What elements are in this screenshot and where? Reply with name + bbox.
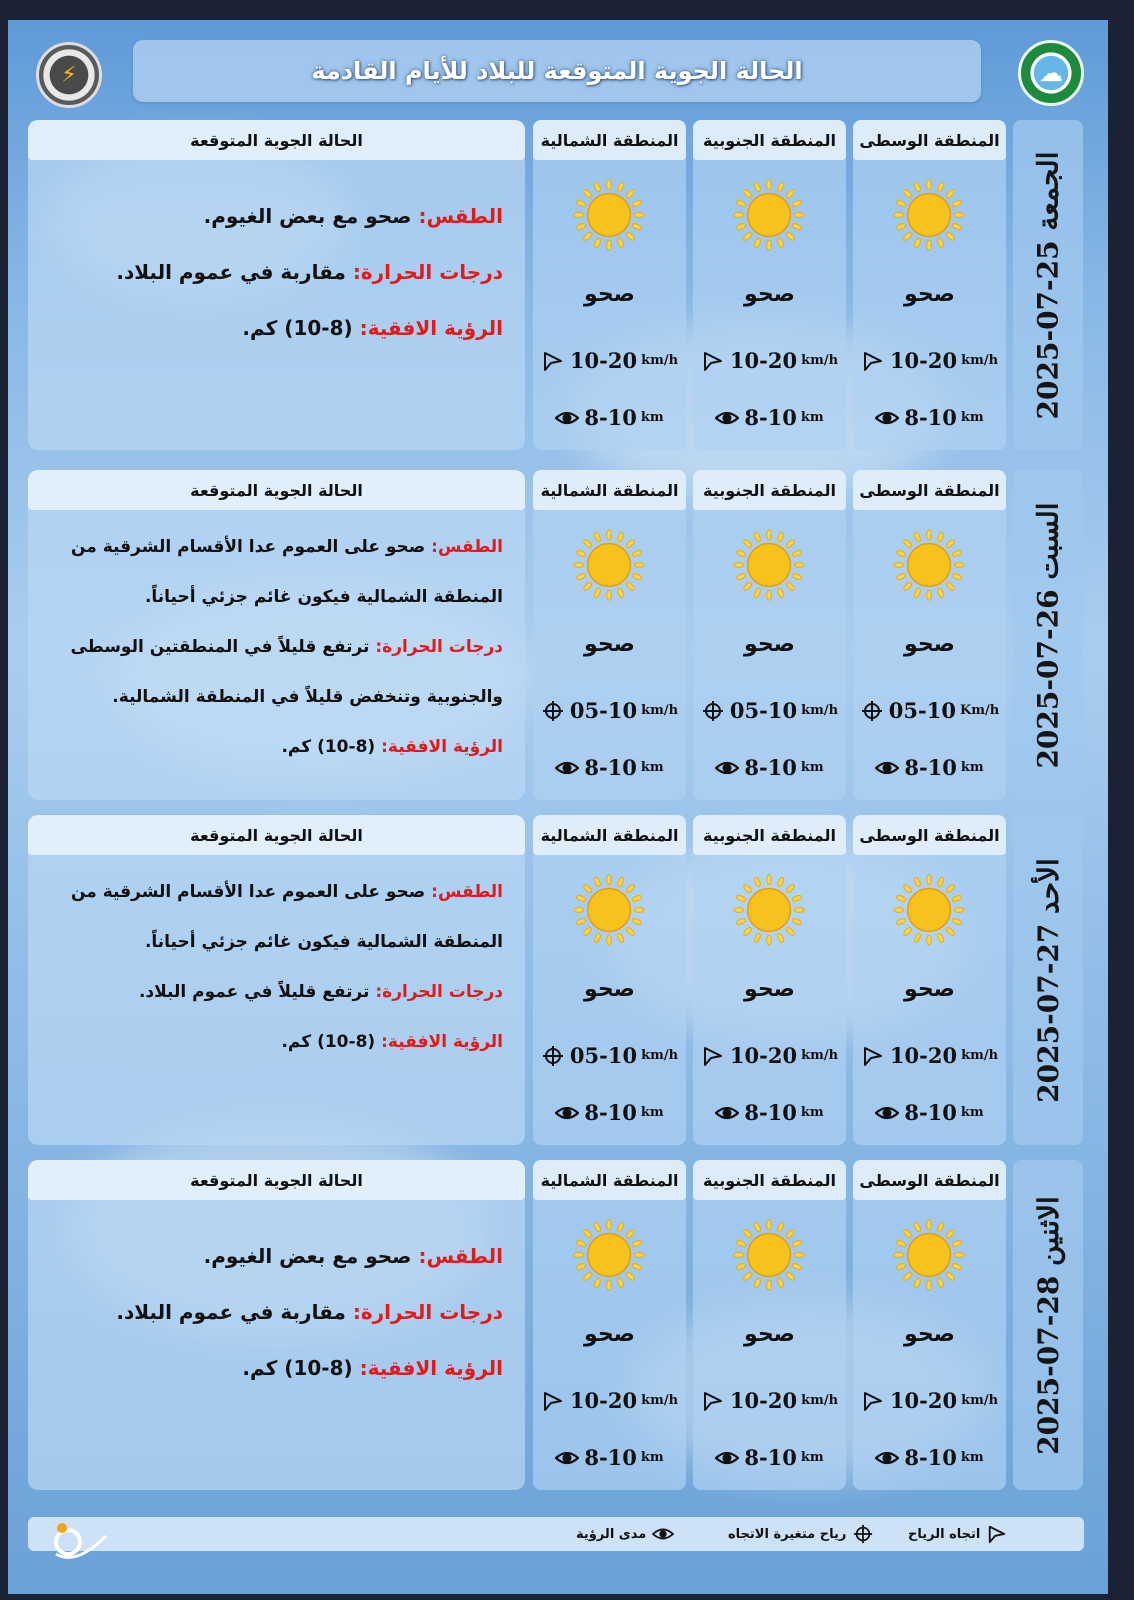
sunny-icon xyxy=(730,871,808,949)
wind-speed: 10-20 xyxy=(729,348,798,373)
wind-speed: 10-20 xyxy=(729,1388,798,1413)
meteorology-authority-logo xyxy=(1018,40,1084,106)
region-name: المنطقة الوسطى xyxy=(853,1160,1006,1200)
region-name: المنطقة الجنوبية xyxy=(693,815,846,855)
variable-wind-icon xyxy=(701,700,725,722)
region-card xyxy=(693,815,846,1145)
sunny-icon xyxy=(730,176,808,254)
eye-icon xyxy=(715,1102,739,1124)
weather-label: الطقس: xyxy=(431,882,503,902)
watermark-logo xyxy=(46,1514,116,1574)
visibility-unit: km xyxy=(640,410,664,425)
region-condition: صحو xyxy=(584,1322,635,1347)
visibility-line xyxy=(46,1340,503,1396)
forecast-title: الحالة الجوية المتوقعة xyxy=(28,120,525,160)
wind-direction-icon xyxy=(701,350,725,372)
wind-speed: 10-20 xyxy=(889,348,958,373)
region-card xyxy=(853,470,1006,800)
temperature-line xyxy=(46,622,503,722)
sunny-icon xyxy=(890,526,968,604)
wind-speed: 05-10 xyxy=(569,698,638,723)
sunny-icon xyxy=(570,526,648,604)
visibility-range: 8-10 xyxy=(744,755,797,780)
region-wind xyxy=(533,348,686,373)
eye-icon xyxy=(555,407,579,429)
visibility-unit: km xyxy=(800,410,824,425)
eye-icon xyxy=(715,407,739,429)
visibility-label: الرؤية الافقية: xyxy=(381,1032,503,1052)
visibility-range: 8-10 xyxy=(744,1445,797,1470)
wind-speed: 10-20 xyxy=(569,1388,638,1413)
legend-visibility xyxy=(576,1517,674,1551)
visibility-text: (8-10) كم. xyxy=(242,1356,353,1380)
region-card xyxy=(853,1160,1006,1490)
eye-icon xyxy=(875,1447,899,1469)
region-card xyxy=(693,470,846,800)
eye-icon xyxy=(715,1447,739,1469)
weather-label: الطقس: xyxy=(431,537,503,557)
temperature-line xyxy=(46,967,503,1017)
sunny-icon xyxy=(890,176,968,254)
temperature-text: مقاربة في عموم البلاد. xyxy=(116,1300,346,1324)
region-visibility xyxy=(853,1445,1006,1470)
weather-text: صحو مع بعض الغيوم. xyxy=(203,204,412,228)
eye-icon xyxy=(555,757,579,779)
region-card xyxy=(853,815,1006,1145)
wind-unit: km/h xyxy=(961,353,999,368)
sunny-icon xyxy=(570,1216,648,1294)
sunny-icon xyxy=(730,526,808,604)
lightning-icon: ⚡ xyxy=(61,62,77,88)
region-visibility xyxy=(533,1445,686,1470)
region-name: المنطقة الشمالية xyxy=(533,815,686,855)
region-name: المنطقة الوسطى xyxy=(853,470,1006,510)
day-date-label xyxy=(1013,815,1083,1145)
region-card xyxy=(533,815,686,1145)
temperature-text: ترتفع قليلاً في المنطقتين الوسطى والجنوبية وتنخفض قليلاً في المنطقة الشمالية. xyxy=(70,637,503,707)
wind-unit: Km/h xyxy=(959,703,1000,718)
wind-unit: km/h xyxy=(961,1393,999,1408)
day-date-label xyxy=(1013,470,1083,800)
weather-line xyxy=(46,1228,503,1284)
eye-icon xyxy=(715,757,739,779)
wind-speed: 10-20 xyxy=(569,348,638,373)
variable-wind-icon xyxy=(541,1045,565,1067)
visibility-unit: km xyxy=(960,1105,984,1120)
wind-unit: km/h xyxy=(801,1393,839,1408)
region-visibility xyxy=(853,755,1006,780)
region-name: المنطقة الجنوبية xyxy=(693,1160,846,1200)
visibility-label: الرؤية الافقية: xyxy=(359,316,503,340)
visibility-range: 8-10 xyxy=(904,405,957,430)
temperature-text: مقاربة في عموم البلاد. xyxy=(116,260,346,284)
region-name: المنطقة الشمالية xyxy=(533,120,686,160)
visibility-label: الرؤية الافقية: xyxy=(381,737,503,757)
region-wind xyxy=(853,1043,1006,1068)
temperature-line xyxy=(46,244,503,300)
legend-variable-wind-label: رياح متغيرة الاتجاه xyxy=(728,1526,847,1542)
weather-label: الطقس: xyxy=(418,204,503,228)
region-visibility xyxy=(533,405,686,430)
region-wind xyxy=(533,1388,686,1413)
visibility-unit: km xyxy=(640,1105,664,1120)
wind-speed: 05-10 xyxy=(569,1043,638,1068)
day-date-text: الجمعة 25-07-2025 xyxy=(1031,151,1065,419)
legend xyxy=(28,1517,1084,1551)
region-condition: صحو xyxy=(744,282,795,307)
variable-wind-icon xyxy=(852,1524,874,1544)
wind-unit: km/h xyxy=(641,703,679,718)
region-card xyxy=(533,1160,686,1490)
visibility-unit: km xyxy=(960,1450,984,1465)
eye-icon xyxy=(875,757,899,779)
wind-speed: 10-20 xyxy=(889,1043,958,1068)
weather-forecast-logo xyxy=(36,42,102,108)
forecast-text xyxy=(46,188,503,356)
eye-icon xyxy=(555,1447,579,1469)
region-name: المنطقة الشمالية xyxy=(533,1160,686,1200)
weather-text: صحو على العموم عدا الأقسام الشرقية من المنطقة الشمالية فيكون غائم جزئي أحياناً. xyxy=(71,537,503,607)
region-name: المنطقة الوسطى xyxy=(853,815,1006,855)
sunny-icon xyxy=(890,871,968,949)
temperature-text: ترتفع قليلاً في عموم البلاد. xyxy=(138,982,370,1002)
forecast-title: الحالة الجوية المتوقعة xyxy=(28,1160,525,1200)
region-card xyxy=(693,1160,846,1490)
wind-speed: 10-20 xyxy=(729,1043,798,1068)
wind-speed: 05-10 xyxy=(888,698,956,723)
region-wind xyxy=(693,1388,846,1413)
wind-unit: km/h xyxy=(801,1048,839,1063)
region-name: المنطقة الوسطى xyxy=(853,120,1006,160)
forecast-text xyxy=(46,867,503,1067)
weather-line xyxy=(46,188,503,244)
region-condition: صحو xyxy=(584,282,635,307)
region-visibility xyxy=(693,1100,846,1125)
region-visibility xyxy=(853,405,1006,430)
region-condition: صحو xyxy=(744,977,795,1002)
region-condition: صحو xyxy=(584,977,635,1002)
visibility-unit: km xyxy=(960,410,984,425)
forecast-title: الحالة الجوية المتوقعة xyxy=(28,815,525,855)
variable-wind-icon xyxy=(541,700,565,722)
region-visibility xyxy=(533,1100,686,1125)
cloud-sun-icon: ☁ xyxy=(1039,59,1063,87)
variable-wind-icon xyxy=(860,700,884,722)
visibility-unit: km xyxy=(640,1450,664,1465)
visibility-range: 8-10 xyxy=(584,405,637,430)
wind-unit: km/h xyxy=(801,703,839,718)
region-condition: صحو xyxy=(744,1322,795,1347)
temperature-label: درجات الحرارة: xyxy=(352,260,503,284)
page-title-bar xyxy=(133,40,981,102)
wind-direction-icon xyxy=(541,1390,565,1412)
forecast-sheet xyxy=(8,20,1108,1594)
sunny-icon xyxy=(570,871,648,949)
wind-direction-icon xyxy=(861,1390,885,1412)
visibility-line xyxy=(46,300,503,356)
visibility-label: الرؤية الافقية: xyxy=(359,1356,503,1380)
temperature-label: درجات الحرارة: xyxy=(352,1300,503,1324)
region-card xyxy=(693,120,846,450)
wind-direction-icon xyxy=(986,1524,1008,1544)
eye-icon xyxy=(875,407,899,429)
region-name: المنطقة الجنوبية xyxy=(693,470,846,510)
visibility-range: 8-10 xyxy=(584,1100,637,1125)
region-visibility xyxy=(693,1445,846,1470)
legend-wind-direction-label: اتجاه الرياح xyxy=(908,1526,981,1542)
forecast-title: الحالة الجوية المتوقعة xyxy=(28,470,525,510)
wind-direction-icon xyxy=(701,1045,725,1067)
day-date-label xyxy=(1013,1160,1083,1490)
region-condition: صحو xyxy=(584,632,635,657)
sunny-icon xyxy=(570,176,648,254)
region-visibility xyxy=(693,405,846,430)
eye-icon xyxy=(652,1524,674,1544)
wind-direction-icon xyxy=(861,350,885,372)
region-visibility xyxy=(693,755,846,780)
region-condition: صحو xyxy=(904,977,955,1002)
region-wind xyxy=(693,348,846,373)
visibility-unit: km xyxy=(960,760,984,775)
legend-wind-direction xyxy=(908,1517,1008,1551)
region-name: المنطقة الجنوبية xyxy=(693,120,846,160)
region-card xyxy=(533,470,686,800)
forecast-panel xyxy=(28,120,525,450)
visibility-line xyxy=(46,1017,503,1067)
visibility-text: (8-10) كم. xyxy=(242,316,353,340)
region-visibility xyxy=(533,755,686,780)
region-wind xyxy=(533,1043,686,1068)
region-wind xyxy=(853,348,1006,373)
region-condition: صحو xyxy=(904,282,955,307)
visibility-range: 8-10 xyxy=(904,1445,957,1470)
region-visibility xyxy=(853,1100,1006,1125)
eye-icon xyxy=(875,1102,899,1124)
forecast-panel xyxy=(28,470,525,800)
wind-speed: 10-20 xyxy=(889,1388,958,1413)
region-condition: صحو xyxy=(744,632,795,657)
legend-variable-wind xyxy=(728,1517,874,1551)
wind-speed: 05-10 xyxy=(729,698,798,723)
region-wind xyxy=(693,1043,846,1068)
region-wind xyxy=(693,698,846,723)
visibility-text: (8-10) كم. xyxy=(281,737,376,757)
region-card xyxy=(853,120,1006,450)
visibility-range: 8-10 xyxy=(744,1100,797,1125)
weather-label: الطقس: xyxy=(418,1244,503,1268)
weather-line xyxy=(46,522,503,622)
day-date-text: السبت 26-07-2025 xyxy=(1031,501,1065,769)
visibility-range: 8-10 xyxy=(584,1445,637,1470)
region-condition: صحو xyxy=(904,1322,955,1347)
forecast-panel xyxy=(28,815,525,1145)
visibility-range: 8-10 xyxy=(744,405,797,430)
wind-direction-icon xyxy=(861,1045,885,1067)
forecast-text xyxy=(46,522,503,772)
visibility-unit: km xyxy=(640,760,664,775)
wind-direction-icon xyxy=(541,350,565,372)
temperature-label: درجات الحرارة: xyxy=(375,637,503,657)
forecast-panel xyxy=(28,1160,525,1490)
weather-text: صحو مع بعض الغيوم. xyxy=(203,1244,412,1268)
wind-unit: km/h xyxy=(641,1048,679,1063)
legend-visibility-label: مدى الرؤية xyxy=(576,1526,647,1542)
day-date-label xyxy=(1013,120,1083,450)
visibility-unit: km xyxy=(800,1105,824,1120)
region-wind xyxy=(533,698,686,723)
temperature-line xyxy=(46,1284,503,1340)
weather-text: صحو على العموم عدا الأقسام الشرقية من المنطقة الشمالية فيكون غائم جزئي أحياناً. xyxy=(71,882,503,952)
wind-direction-icon xyxy=(701,1390,725,1412)
region-card xyxy=(533,120,686,450)
wind-unit: km/h xyxy=(801,353,839,368)
sunny-icon xyxy=(730,1216,808,1294)
region-condition: صحو xyxy=(904,632,955,657)
region-wind xyxy=(853,1388,1006,1413)
weather-line xyxy=(46,867,503,967)
wind-unit: km/h xyxy=(641,1393,679,1408)
visibility-unit: km xyxy=(800,1450,824,1465)
visibility-range: 8-10 xyxy=(904,755,957,780)
eye-icon xyxy=(555,1102,579,1124)
region-wind xyxy=(853,698,1006,723)
forecast-text xyxy=(46,1228,503,1396)
wind-unit: km/h xyxy=(641,353,679,368)
wind-unit: km/h xyxy=(961,1048,999,1063)
sunny-icon xyxy=(890,1216,968,1294)
temperature-label: درجات الحرارة: xyxy=(375,982,503,1002)
day-date-text: الأحد 27-07-2025 xyxy=(1031,857,1065,1103)
visibility-text: (8-10) كم. xyxy=(281,1032,376,1052)
region-name: المنطقة الشمالية xyxy=(533,470,686,510)
visibility-range: 8-10 xyxy=(584,755,637,780)
visibility-range: 8-10 xyxy=(904,1100,957,1125)
visibility-unit: km xyxy=(800,760,824,775)
page-title: الحالة الجوية المتوقعة للبلاد للأيام القادمة xyxy=(311,57,803,85)
day-date-text: الاثنين 28-07-2025 xyxy=(1031,1195,1065,1455)
visibility-line xyxy=(46,722,503,772)
